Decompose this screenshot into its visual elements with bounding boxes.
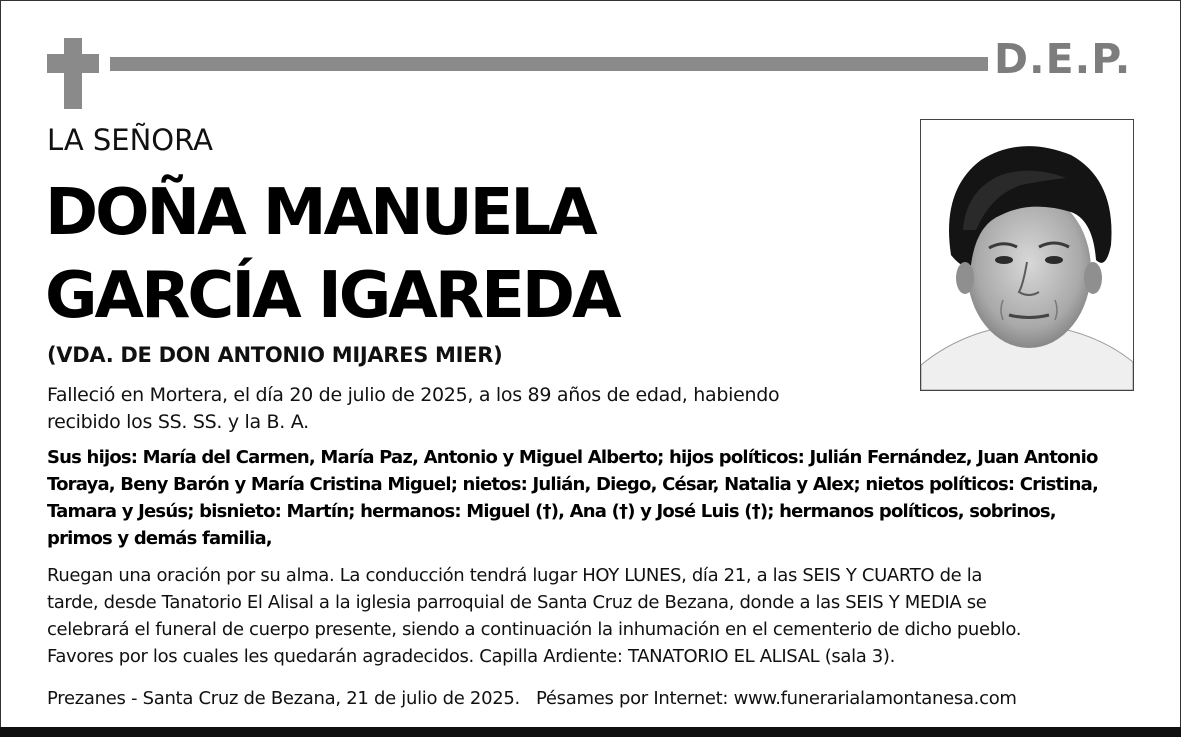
deceased-photo (920, 119, 1134, 391)
deceased-name (45, 172, 618, 338)
footer-place-date: Prezanes - Santa Cruz de Bezana, 21 de julio de 2025. (47, 688, 520, 709)
death-line: recibido los SS. SS. y la B. A. (47, 411, 309, 433)
cross-icon (64, 38, 82, 109)
funeral-line: celebrará el funeral de cuerpo presente, siendo a continuación la inhumación en el cementerio de dicho pueblo. (47, 619, 1022, 640)
funeral-line: Favores por los cuales les quedarán agradecidos. Capilla Ardiente: TANATORIO EL ALISAL (sala 3). (47, 646, 895, 667)
honorific: LA SEÑORA (47, 123, 213, 157)
funeral-line: tarde, desde Tanatorio El Alisal a la iglesia parroquial de Santa Cruz de Bezana, donde a las SEIS Y MEDIA se (47, 592, 987, 613)
dep-label: D.E.P. (994, 35, 1132, 83)
family-line: Sus hijos: María del Carmen, María Paz, Antonio y Miguel Alberto; hijos políticos: Julián Fernández, Juan Antonio (47, 447, 1098, 468)
portrait-image (921, 120, 1133, 390)
family-list (47, 444, 1127, 552)
family-line: Toraya, Beny Barón y María Cristina Miguel; nietos: Julián, Diego, César, Natalia y Alex; nietos políticos: Cristina, (47, 474, 1099, 495)
family-line: Tamara y Jesús; bisnieto: Martín; hermanos: Miguel (†), Ana (†) y José Luis (†); hermanos políticos, sobrinos, (47, 501, 1056, 522)
family-line: primos y demás familia, (47, 528, 272, 549)
bottom-bar (0, 727, 1181, 737)
deceased-name-line-2: GARCÍA IGAREDA (45, 259, 619, 333)
death-line: Falleció en Mortera, el día 20 de julio de 2025, a los 89 años de edad, habiendo (47, 384, 780, 406)
deceased-name-line-1: DOÑA MANUELA (45, 176, 595, 250)
cross-icon-arm (47, 54, 99, 73)
funeral-line: Ruegan una oración por su alma. La conducción tendrá lugar HOY LUNES, día 21, a las SEIS Y CUARTO de la (47, 565, 983, 586)
widow-of: (VDA. DE DON ANTONIO MIJARES MIER) (47, 343, 503, 367)
footer (47, 685, 1147, 712)
funeral-details (47, 562, 1147, 670)
header-rule (110, 57, 988, 71)
footer-condolences: Pésames por Internet: www.funerarialamontanesa.com (535, 688, 1017, 709)
death-details (47, 382, 837, 436)
